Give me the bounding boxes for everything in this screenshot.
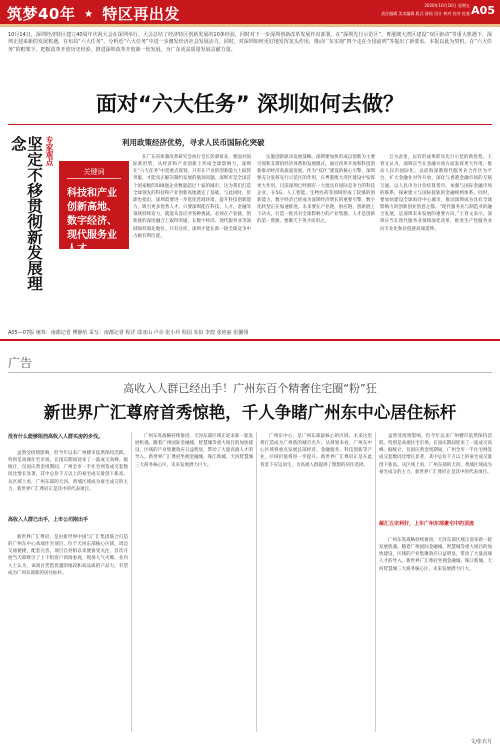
keyword-text: 科技和产业创新高地、数字经济、现代服务业人才 <box>67 188 117 255</box>
ad-column-4b-text: 广州东进战略持续推进，天河东部区域正迎来新一轮发展机遇。随着广州国际金融城、智慧城等重大项目的加快建设，区域的产业集聚效应日益明显，带动了大量高端人才的导入。新世界广汇尊府坐拥金融城、珠江新城、天河智慧城三大商务核心区，未来发展潜力巨大。 <box>379 538 492 572</box>
ad-column-3-text: 广州东中心，是广州东部最核心的区域，未来这里将打造成为广州新的城市名片。从规划来看，广州东中心区域将重点发展总部经济、金融服务、科技创新等产业，区域价值将进一步提升。新世界广汇尊府正是在此背景下应运而生，为高端人群提供了理想的居住选择。 <box>260 434 372 468</box>
ad-author: 文/张衣月 <box>470 739 492 745</box>
dateline: 2020年10月16日 星期五 <box>424 3 470 8</box>
main-headline: 面对“六大任务” 深圳如何去做？ <box>96 92 404 116</box>
ad-tag-rule <box>8 372 492 373</box>
vertical-title: 坚定不移贯彻新发展理念 <box>8 136 43 291</box>
ad-column-2 <box>135 433 253 733</box>
ad-column-4b <box>379 537 492 733</box>
masthead <box>0 0 500 27</box>
headline-rule <box>8 124 492 125</box>
ad-intro: 没有什么能够阻挡高收入人群买房的步伐。 <box>8 434 104 440</box>
ad-subhead-2: 凝汇五宗利好，上车广州东部豪宅中的顶流 <box>379 521 475 527</box>
ad-column-1a <box>8 450 128 512</box>
article-column-1 <box>133 154 251 322</box>
article-column-1-text: 在广东省体制改革研究会执行会长彭澎看来，要面对国际新形势，从经济和产业创新上形成全球影响力，深圳在“六大任务”中需重点谋划。只有在产业的创新能力上取得突破，才能真正解决制约发展的瓶颈问题。深圳市是全国首个国家级的500强企业数量超过十家的城市，这为我们打造全球领先的科技和产业创新高地奠定了基础。与此同时，彭澎也指出，深圳需要进一步优化营商环境，提升科技创新能力，吸引更多优秀人才。只要深圳能在科技、人才、金融等领域持续发力，就能从容应对各种挑战。必须在产业链、创新链的深度融合上取得突破，在数字经济、现代服务业等领域保持领先地位。只有这样，深圳才能在新一轮全球竞争中占据有利位置。 <box>133 155 251 239</box>
expert-view-label: 专家观点 <box>45 136 54 166</box>
ad-column-3 <box>260 433 372 733</box>
masthead-title-text: 筑梦40年 <box>7 5 76 23</box>
ad-column-1a-text: 虽然受疫情影响，但今年以来广州楼市依然保持活跃。特别是高端住宅市场，在国庆期间迎来了一波成交高峰。据统计，仅国庆黄金周期间，广州全市一手住宅网签成交套数同比增长显著，其中总价千万以上的豪宅成交量创下新高。从区域上看，广州东部的天河、黄埔区域成为豪宅成交的主力，新世界广汇尊府正是其中的代表项目。 <box>8 451 128 492</box>
article-column-3-text: 互为表里，以有形成果彰显先行示范的新优势。王春文认为，深圳应当在金融开放方面发挥更大作用，推动人民币国际化，以前海深港现代服务业合作区为平台，扩大金融业对外开放，深化与香港金融市场的互联互通。以人民币为计价结算货币，加强与国际金融市场的联系，探索建立与国际接轨的金融规则体系。同时，要加快建设全球海洋中心城市，推动深圳成为具有全球影响力的创新创业创意之都。“现代服务业与制造业的融合发展，是深圳未来发展的重要方向。”王春文表示，深圳应当在现代服务业领域深化改革，推进生产性服务业向专业化和价值链高端延伸。 <box>380 155 492 232</box>
masthead-title <box>7 3 180 24</box>
ad-headline: 新世界广汇尊府首秀惊艳，千人争睹广州东中心居住标杆 <box>43 403 457 422</box>
ad-column-4a <box>379 433 492 515</box>
keyword-box <box>59 161 129 255</box>
article-deck: 利用政策经济优势，寻求人民币国际化突破 <box>122 138 265 147</box>
article-column-2-text: 实施创新驱动发展战略，深圳要加快形成以创新为主要引领和支撑的经济体系和发展模式，通过改革开放和科技创新推动经济高质量发展。作为“双区”建设的核心引擎，深圳要充分发挥先行示范区的作用，在粤港澳大湾区建设中发挥更大作用。目前深圳已经拥有一大批具有国际竞争力的科技企业，在5G、人工智能、生物医药等领域形成了较强的创新能力。数字经济已经成为深圳经济增长的重要引擎，数字化转型正在加速推进。未来要在产业链、供应链、创新链上下功夫，打造一批具有全球影响力的产业集群。人才是创新的第一资源，要聚天下英才而用之。 <box>257 155 375 225</box>
ad-tag: 广告 <box>8 356 33 370</box>
ad-subhead-1: 高收入人群已出手，上市公司刚出手 <box>8 517 89 523</box>
ad-column-1b <box>8 534 128 734</box>
article-column-2 <box>257 154 375 322</box>
byline: A05—07版 统筹：南都记者 傅静怡 采写：南都记者 程洋 邱亚山 卢亮 张小玲 程园 朱佰 李煌 张艳丽 张馨翎 <box>8 330 249 336</box>
ad-kicker: 高收入人群已经出手！广州东百个精奢住宅圈“粉”狂 <box>123 382 377 395</box>
masthead-stripe <box>0 24 500 27</box>
column-separator <box>256 432 257 732</box>
ad-column-2-text: 广州东进战略持续推进，天河东部区域正迎来新一轮发展机遇。随着广州国际金融城、智慧城等重大项目的加快建设，区域的产业集聚效应日益明显，带动了大量高端人才的导入。新世界广汇尊府坐拥金融城、珠江新城、天河智慧城三大商务核心区，未来发展潜力巨大。 <box>135 434 253 468</box>
keyword-divider <box>67 178 121 179</box>
ad-column-1b-text: 新世界广汇尊府，是由新世界中国与广汇集团联合打造的广州东中心高端住宅项目，位于天河东部核心区域，周边交通便捷，配套完善。项目自亮相以来便备受关注，首次开放当天即吸引了上千组客户到场参观，现场人气火爆。业内人士认为，该项目凭借优越的地段和高品质的产品力，有望成为广州东部新的居住标杆。 <box>8 535 128 576</box>
article-column-3 <box>380 154 492 322</box>
lead-paragraph: 10月14日，深圳经济特区建立40周年庆祝大会在深圳举行。大会总结了经济特区创新发展的10条经验，同时对下一步深圳创新改革发展作出部署。在“深圳先行示范区”、粤港澳大湾区建设“双区驱动”等重大机遇下，深圳正迎来新的发展机遇，在布局“六大任务”、分析近“六大任务”中进一步激发经济社会发展活力。同时，对深圳如何更好地发挥龙头作用，推动广东实现“四个走在全国前列”等提出了新要求。本报以此为契机，在“六大任务”的框架下，把握改革开放历史经验，推进深圳改革开放新一轮发展，为广东更高质量发展贡献力量。 <box>8 32 492 53</box>
staff-credits: 责任编辑 美术编辑 版式 排校 设计 核对 校对 检查 <box>381 11 470 16</box>
masthead-section: 特区再出发 <box>102 5 180 23</box>
ad-column-4a-text: 虽然受疫情影响，但今年以来广州楼市依然保持活跃。特别是高端住宅市场，在国庆期间迎来了一波成交高峰。据统计，仅国庆黄金周期间，广州全市一手住宅网签成交套数同比增长显著，其中总价千万以上的豪宅成交量创下新高。从区域上看，广州东部的天河、黄埔区域成为豪宅成交的主力，新世界广汇尊府正是其中的代表项目。 <box>379 434 492 475</box>
column-separator <box>131 432 132 732</box>
column-separator <box>375 432 376 732</box>
page-number: A05 <box>471 4 495 17</box>
section-divider <box>0 339 500 341</box>
star-icon: ★ <box>84 9 94 20</box>
keyword-heading: 关键词 <box>83 168 105 176</box>
